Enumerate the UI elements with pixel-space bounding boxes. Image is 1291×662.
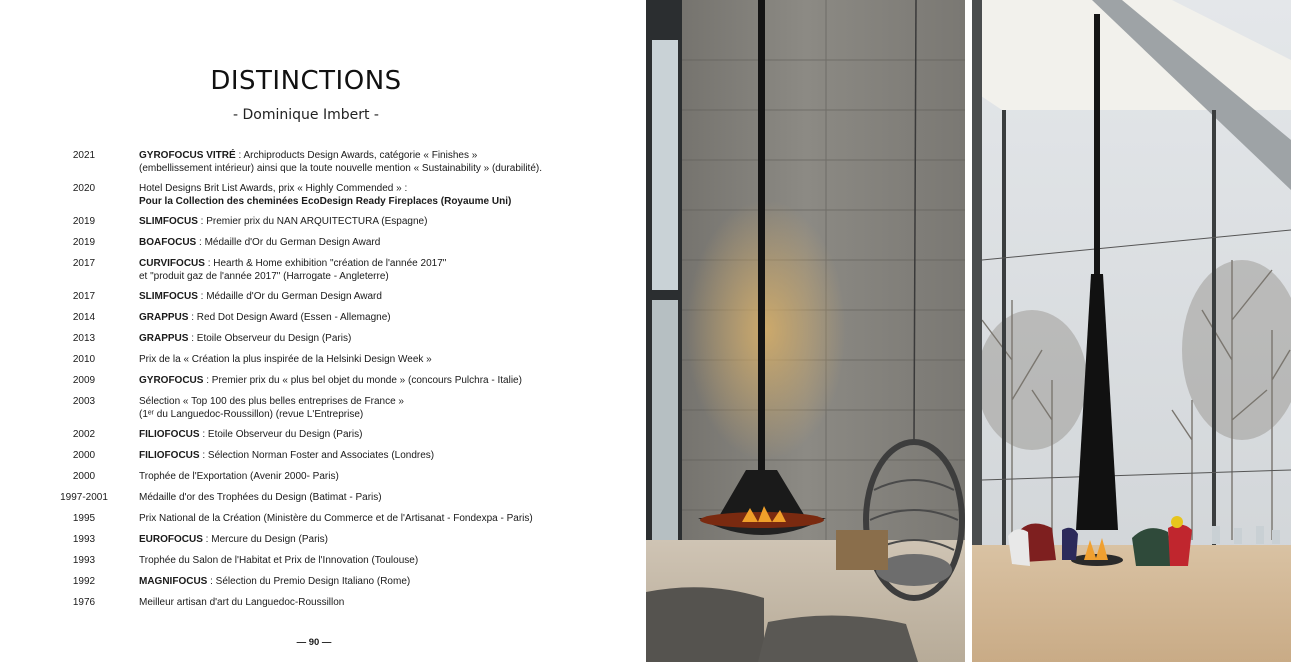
- distinction-description: [139, 258, 639, 283]
- distinction-line: [139, 312, 639, 325]
- distinction-description: [139, 333, 639, 346]
- distinction-line: [139, 396, 639, 409]
- distinction-year: 2002: [72, 429, 96, 440]
- distinction-line: et "produit gaz de l'année 2017" (Harrogate - Angleterre): [139, 270, 389, 282]
- distinction-description: [139, 534, 639, 547]
- product-name: GYROFOCUS: [139, 375, 204, 386]
- distinction-year: 2003: [72, 396, 96, 407]
- distinction-text: : Premier prix du NAN ARQUITECTURA (Espagne): [197, 216, 428, 227]
- distinction-text: : Sélection du Premio Design Italiano (Rome): [207, 576, 411, 587]
- distinction-line: [139, 471, 639, 484]
- photo-suspended-fireplace-concrete-wall: [646, 0, 965, 662]
- fireplace-photo-illustration: [646, 0, 965, 662]
- distinction-line: [139, 597, 639, 610]
- distinction-line: [139, 429, 639, 442]
- distinction-year: 2013: [72, 333, 96, 344]
- distinction-text: Prix de la « Création la plus inspirée de la Helsinki Design Week »: [139, 354, 432, 365]
- distinction-text: : Médaille d'Or du German Design Award: [196, 237, 381, 248]
- distinction-text: : Etoile Observeur du Design (Paris): [188, 333, 352, 344]
- distinction-line: [139, 183, 639, 196]
- page-number: — 90 —: [296, 637, 332, 648]
- distinction-description: [139, 396, 639, 421]
- distinction-text: Hotel Designs Brit List Awards, prix « Highly Commended » :: [139, 183, 408, 194]
- distinction-text: : Sélection Norman Foster and Associates (Londres): [199, 450, 435, 461]
- distinction-line: [139, 354, 639, 367]
- distinction-line: [139, 576, 639, 589]
- distinction-text: Trophée du Salon de l'Habitat et Prix de l'Innovation (Toulouse): [139, 555, 419, 566]
- distinction-year: 1997-2001: [60, 492, 108, 503]
- distinction-year: 2009: [72, 375, 96, 386]
- distinction-line: [139, 375, 639, 388]
- product-name: CURVIFOCUS: [139, 258, 205, 269]
- distinction-year: 1976: [72, 597, 96, 608]
- text-page: [0, 0, 645, 662]
- page-title: DISTINCTIONS: [210, 66, 402, 96]
- product-name: EUROFOCUS: [139, 534, 203, 545]
- distinction-text: : Red Dot Design Award (Essen - Allemagne): [188, 312, 391, 323]
- distinction-text: : Etoile Observeur du Design (Paris): [199, 429, 363, 440]
- distinction-description: [139, 375, 639, 388]
- distinction-year: 1993: [72, 534, 96, 545]
- distinction-description: [139, 354, 639, 367]
- distinction-line: [139, 513, 639, 526]
- distinction-description: [139, 312, 639, 325]
- product-name: MAGNIFOCUS: [139, 576, 208, 587]
- distinction-text: Prix National de la Création (Ministère du Commerce et de l'Artisanat - Fondexpa - Paris): [139, 513, 533, 524]
- page-gutter: [965, 0, 972, 662]
- distinction-description: [139, 555, 639, 568]
- distinction-line: [139, 450, 639, 463]
- product-name: FILIOFOCUS: [139, 429, 200, 440]
- distinction-line: [139, 237, 639, 250]
- distinction-year: 2019: [72, 237, 96, 248]
- product-name: SLIMFOCUS: [139, 291, 198, 302]
- distinction-line: (embellissement intérieur) ainsi que la toute nouvelle mention « Sustainability » (durabilité).: [139, 162, 542, 174]
- distinction-description: [139, 471, 639, 484]
- distinction-text: : Archiproducts Design Awards, catégorie « Finishes »: [235, 150, 478, 161]
- distinction-description: [139, 513, 639, 526]
- page-subtitle: - Dominique Imbert -: [233, 107, 379, 123]
- distinction-year: 1992: [72, 576, 96, 587]
- distinction-line-emphasis: Pour la Collection des cheminées EcoDesign Ready Fireplaces (Royaume Uni): [139, 195, 512, 207]
- distinction-text: Sélection « Top 100 des plus belles entreprises de France »: [139, 396, 404, 407]
- distinction-text: Meilleur artisan d'art du Languedoc-Roussillon: [139, 597, 345, 608]
- distinction-description: [139, 216, 639, 229]
- distinction-line: [139, 555, 639, 568]
- distinction-year: 2021: [72, 150, 96, 161]
- distinction-line: [139, 258, 639, 271]
- distinction-description: [139, 291, 639, 304]
- distinction-year: 2017: [72, 258, 96, 269]
- distinction-description: [139, 237, 639, 250]
- distinction-description: [139, 597, 639, 610]
- distinction-year: 2000: [72, 450, 96, 461]
- distinction-text: : Premier prix du « plus bel objet du monde » (concours Pulchra - Italie): [203, 375, 522, 386]
- distinction-description: [139, 429, 639, 442]
- distinction-year: 1995: [72, 513, 96, 524]
- distinction-year: 2019: [72, 216, 96, 227]
- pavilion-photo-illustration: [972, 0, 1291, 662]
- product-name: GRAPPUS: [139, 333, 189, 344]
- distinction-text: Médaille d'or des Trophées du Design (Batimat - Paris): [139, 492, 382, 503]
- distinction-description: [139, 492, 639, 505]
- distinction-year: 2014: [72, 312, 96, 323]
- product-name: BOAFOCUS: [139, 237, 197, 248]
- distinction-line: (1ᵉʳ du Languedoc-Roussillon) (revue L'Entreprise): [139, 408, 364, 420]
- distinction-description: [139, 183, 639, 208]
- distinction-text: : Mercure du Design (Paris): [202, 534, 328, 545]
- distinction-line: [139, 150, 639, 163]
- distinction-line: [139, 291, 639, 304]
- distinction-year: 2020: [72, 183, 96, 194]
- product-name: FILIOFOCUS: [139, 450, 200, 461]
- distinction-text: : Hearth & Home exhibition "création de l'année 2017": [204, 258, 447, 269]
- distinction-text: Trophée de l'Exportation (Avenir 2000- Paris): [139, 471, 339, 482]
- distinction-line: [139, 333, 639, 346]
- distinction-year: 2017: [72, 291, 96, 302]
- distinction-description: [139, 450, 639, 463]
- product-name: SLIMFOCUS: [139, 216, 198, 227]
- distinction-year: 1993: [72, 555, 96, 566]
- product-name: GRAPPUS: [139, 312, 189, 323]
- distinction-text: : Médaille d'Or du German Design Award: [197, 291, 382, 302]
- distinction-year: 2000: [72, 471, 96, 482]
- product-name: GYROFOCUS VITRÉ: [139, 150, 236, 161]
- photo-central-fireplace-glass-pavilion: [972, 0, 1291, 662]
- distinction-line: [139, 534, 639, 547]
- distinction-description: [139, 150, 639, 175]
- distinction-year: 2010: [72, 354, 96, 365]
- distinction-line: [139, 216, 639, 229]
- distinction-description: [139, 576, 639, 589]
- distinction-line: [139, 492, 639, 505]
